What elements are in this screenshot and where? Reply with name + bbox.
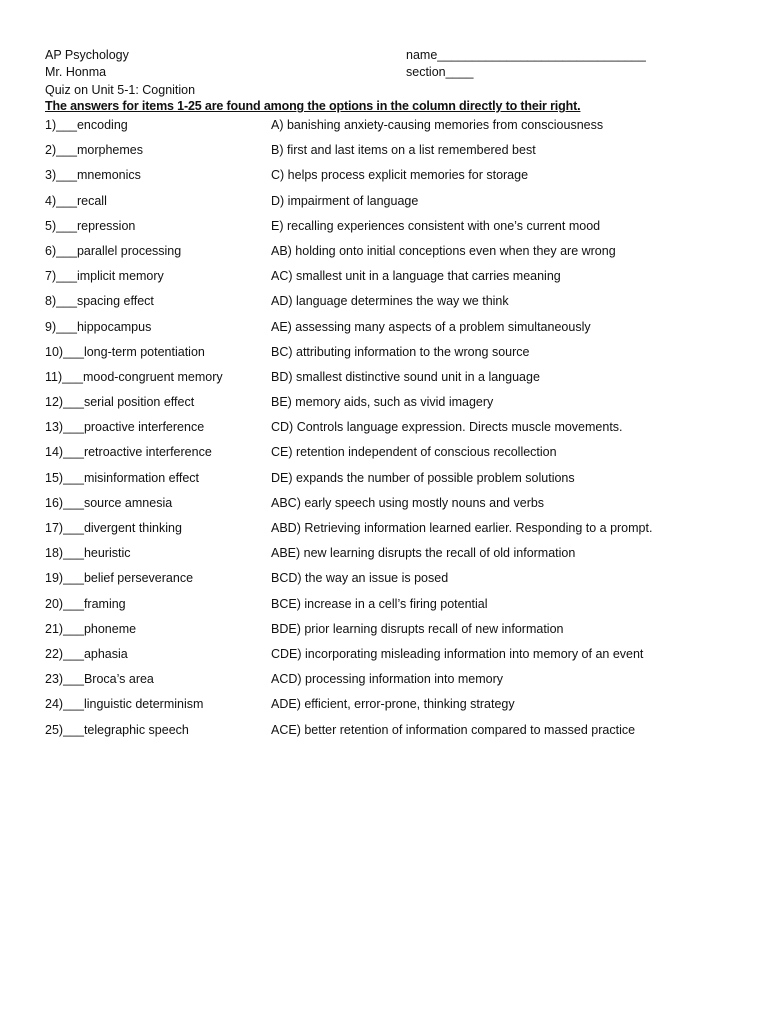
term-text: source amnesia (83, 495, 173, 510)
question-term (45, 418, 204, 436)
question-term (45, 544, 130, 562)
question-term (45, 166, 141, 184)
term-text: retroactive interference (83, 445, 212, 460)
header-left (45, 47, 195, 99)
answer-option: BE) memory aids, such as vivid imagery (271, 395, 494, 410)
question-number-blank: 5)___ (45, 218, 77, 233)
term-text: morphemes (76, 143, 143, 158)
term-text: mood-congruent memory (83, 369, 223, 384)
question-row (45, 721, 745, 746)
answer-option: ACE) better retention of information compared to massed practice (271, 722, 636, 737)
question-term (45, 292, 154, 310)
question-term (45, 116, 128, 134)
question-number-blank: 1)___ (45, 118, 77, 132)
header-right (406, 47, 646, 82)
question-row (45, 166, 745, 191)
question-number-blank: 9)___ (45, 319, 77, 334)
term-text: aphasia (83, 646, 128, 661)
name-field-label: name______________________________ (406, 48, 646, 62)
question-number-blank: 10)___ (45, 344, 84, 359)
question-number-blank: 19)___ (45, 571, 84, 586)
question-number-blank: 24)___ (45, 697, 84, 712)
question-row (45, 217, 745, 242)
answer-option: C) helps process explicit memories for storage (271, 168, 529, 183)
term-text: long-term potentiation (83, 344, 205, 359)
term-text: parallel processing (76, 243, 182, 258)
term-text: hippocampus (76, 319, 152, 334)
question-row (45, 116, 745, 141)
term-text: serial position effect (83, 395, 195, 410)
question-row (45, 469, 745, 494)
answer-option: ABE) new learning disrupts the recall of old information (271, 546, 576, 561)
question-row (45, 494, 745, 519)
answer-option: CDE) incorporating misleading information into memory of an event (271, 646, 644, 661)
question-term (45, 393, 194, 411)
question-number-blank: 2)___ (45, 143, 77, 158)
question-row (45, 645, 745, 670)
question-number-blank: 11)___ (45, 369, 83, 384)
question-number-blank: 21)___ (45, 621, 84, 636)
answer-option: CE) retention independent of conscious recollection (271, 445, 557, 460)
answer-option: BCE) increase in a cell’s firing potential (271, 596, 488, 611)
question-row (45, 519, 745, 544)
question-term (45, 645, 128, 663)
answer-option: AD) language determines the way we think (271, 294, 509, 309)
question-row (45, 343, 745, 368)
question-number-blank: 16)___ (45, 495, 84, 510)
question-term (45, 595, 126, 613)
quiz-title: Quiz on Unit 5-1: Cognition (45, 82, 196, 97)
term-text: recall (76, 193, 107, 208)
question-row (45, 141, 745, 166)
question-row (45, 267, 745, 292)
question-term (45, 569, 193, 587)
question-number-blank: 18)___ (45, 546, 84, 561)
question-row (45, 595, 745, 620)
question-term (45, 192, 107, 210)
answer-option: ADE) efficient, error-prone, thinking strategy (271, 697, 515, 712)
answer-option: CD) Controls language expression. Directs muscle movements. (271, 420, 623, 435)
answer-option: AC) smallest unit in a language that carries meaning (271, 269, 561, 284)
answer-option: ACD) processing information into memory (271, 672, 504, 687)
question-row (45, 292, 745, 317)
question-number-blank: 23)___ (45, 672, 84, 687)
question-term (45, 343, 205, 361)
question-row (45, 393, 745, 418)
question-number-blank: 8)___ (45, 294, 77, 309)
question-number-blank: 17)___ (45, 521, 84, 535)
question-number-blank: 25)___ (45, 722, 84, 737)
section-field-label: section____ (406, 65, 474, 80)
teacher-name: Mr. Honma (45, 65, 107, 80)
answer-option: AB) holding onto initial conceptions even when they are wrong (271, 243, 616, 258)
term-text: telegraphic speech (83, 722, 189, 737)
question-term (45, 242, 181, 260)
term-text: repression (76, 218, 136, 233)
answer-option: B) first and last items on a list remembered best (271, 143, 536, 158)
term-text: heuristic (83, 546, 131, 561)
question-term (45, 141, 143, 159)
answer-option: BDE) prior learning disrupts recall of new information (271, 621, 564, 636)
term-text: implicit memory (76, 269, 164, 284)
question-row (45, 569, 745, 594)
term-text: mnemonics (76, 168, 141, 183)
question-row (45, 443, 745, 468)
question-term (45, 670, 154, 688)
question-term (45, 519, 182, 537)
instructions: The answers for items 1-25 are found among the options in the column directly to their right. (45, 99, 581, 113)
question-row (45, 670, 745, 695)
question-term (45, 368, 223, 386)
question-term (45, 695, 203, 713)
answer-option: D) impairment of language (271, 193, 419, 208)
question-term (45, 494, 172, 512)
question-row (45, 695, 745, 720)
question-number-blank: 3)___ (45, 168, 77, 183)
question-number-blank: 4)___ (45, 193, 77, 208)
answer-option: DE) expands the number of possible problem solutions (271, 470, 575, 485)
term-text: spacing effect (76, 294, 154, 309)
answer-option: BCD) the way an issue is posed (271, 571, 449, 586)
term-text: misinformation effect (83, 470, 200, 485)
question-row (45, 544, 745, 569)
question-term (45, 217, 135, 235)
answer-option: A) banishing anxiety-causing memories from consciousness (271, 118, 604, 132)
answer-option: AE) assessing many aspects of a problem simultaneously (271, 319, 591, 334)
question-row (45, 242, 745, 267)
term-text: phoneme (83, 621, 137, 636)
question-number-blank: 14)___ (45, 445, 84, 460)
term-text: encoding (76, 118, 128, 132)
answer-option: E) recalling experiences consistent with one’s current mood (271, 218, 601, 233)
term-text: linguistic determinism (83, 697, 204, 712)
question-term (45, 318, 151, 336)
question-number-blank: 6)___ (45, 243, 77, 258)
term-text: belief perseverance (83, 571, 194, 586)
term-text: Broca’s area (83, 672, 154, 687)
question-term (45, 721, 189, 739)
question-row (45, 368, 745, 393)
question-number-blank: 12)___ (45, 395, 84, 410)
question-number-blank: 20)___ (45, 596, 84, 611)
question-row (45, 418, 745, 443)
question-term (45, 267, 164, 285)
question-row (45, 318, 745, 343)
question-number-blank: 15)___ (45, 470, 84, 485)
term-text: proactive interference (83, 420, 205, 435)
answer-option: ABD) Retrieving information learned earlier. Responding to a prompt. (271, 521, 653, 535)
term-text: divergent thinking (83, 521, 182, 535)
question-list (45, 116, 745, 746)
question-term (45, 443, 212, 461)
question-row (45, 620, 745, 645)
question-number-blank: 22)___ (45, 646, 84, 661)
term-text: framing (83, 596, 126, 611)
question-row (45, 192, 745, 217)
answer-option: BC) attributing information to the wrong source (271, 344, 530, 359)
course-name: AP Psychology (45, 48, 129, 62)
question-number-blank: 7)___ (45, 269, 77, 284)
question-number-blank: 13)___ (45, 420, 84, 435)
answer-option: ABC) early speech using mostly nouns and verbs (271, 495, 545, 510)
question-term (45, 620, 136, 638)
answer-option: BD) smallest distinctive sound unit in a language (271, 369, 540, 384)
question-term (45, 469, 199, 487)
